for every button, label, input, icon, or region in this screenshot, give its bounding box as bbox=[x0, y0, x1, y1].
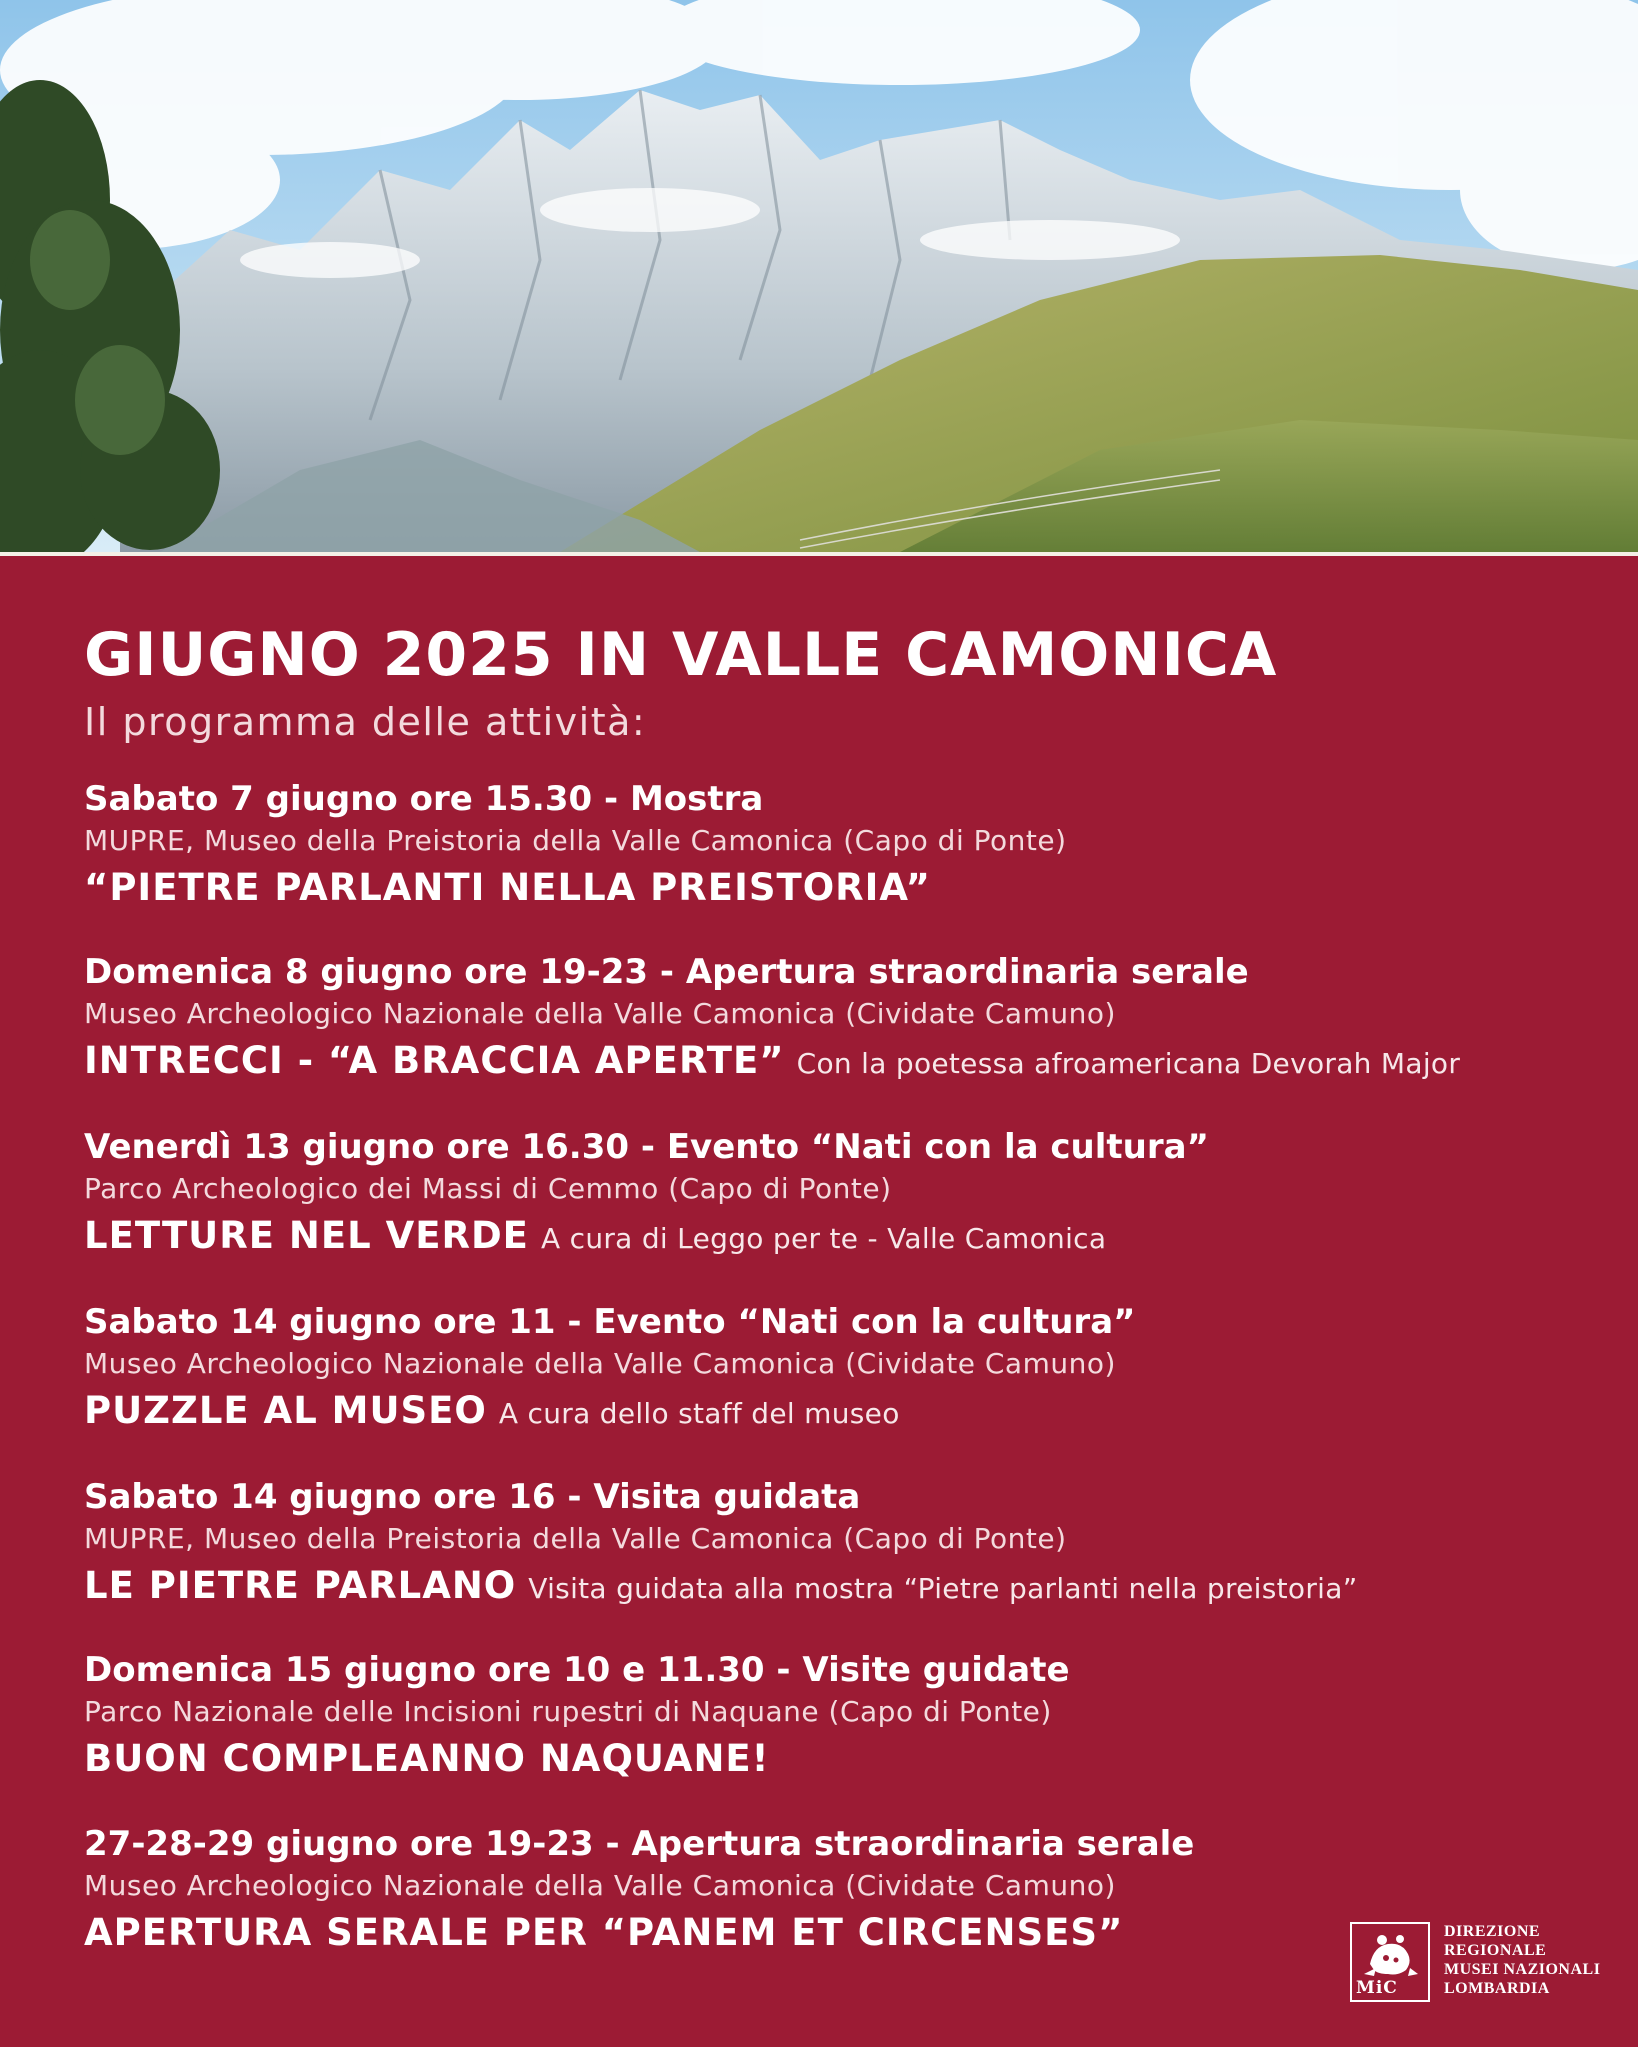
event-venue: Museo Archeologico Nazionale della Valle Camonica (Cividate Camuno) bbox=[84, 997, 1116, 1030]
mic-emblem bbox=[1350, 1922, 1430, 2002]
logo-line: REGIONALE bbox=[1444, 1942, 1547, 1959]
event-item bbox=[84, 1300, 1584, 1445]
mic-logo bbox=[1350, 1922, 1600, 2002]
event-date: Domenica 15 giugno ore 10 e 11.30 - Visite guidate bbox=[84, 1650, 1070, 1690]
event-item bbox=[84, 1475, 1584, 1620]
event-item bbox=[84, 950, 1584, 1095]
logo-line: DIREZIONE bbox=[1444, 1923, 1541, 1940]
mountain-landscape-illustration bbox=[0, 0, 1638, 552]
event-venue: Museo Archeologico Nazionale della Valle Camonica (Cividate Camuno) bbox=[84, 1347, 1116, 1380]
event-date: Sabato 14 giugno ore 16 - Visita guidata bbox=[84, 1477, 861, 1517]
event-date: Venerdì 13 giugno ore 16.30 - Evento “Nati con la cultura” bbox=[84, 1127, 1209, 1167]
event-item bbox=[84, 1125, 1584, 1270]
event-venue: Museo Archeologico Nazionale della Valle Camonica (Cividate Camuno) bbox=[84, 1869, 1116, 1902]
event-title: LE PIETRE PARLANO bbox=[84, 1564, 517, 1607]
event-title: “PIETRE PARLANTI NELLA PREISTORIA” bbox=[84, 866, 931, 909]
event-title: BUON COMPLEANNO NAQUANE! bbox=[84, 1737, 770, 1780]
event-venue: MUPRE, Museo della Preistoria della Valle Camonica (Capo di Ponte) bbox=[84, 824, 1067, 857]
hero-mountain-image bbox=[0, 0, 1638, 552]
event-note: A cura di Leggo per te - Valle Camonica bbox=[540, 1222, 1107, 1255]
page-subtitle: Il programma delle attività: bbox=[84, 700, 647, 744]
event-date: Sabato 7 giugno ore 15.30 - Mostra bbox=[84, 779, 764, 819]
event-title: PUZZLE AL MUSEO bbox=[84, 1389, 487, 1432]
event-date: Domenica 8 giugno ore 19-23 - Apertura straordinaria serale bbox=[84, 952, 1249, 992]
event-item bbox=[84, 777, 1584, 922]
event-title: LETTURE NEL VERDE bbox=[84, 1214, 529, 1257]
page-title: GIUGNO 2025 IN VALLE CAMONICA bbox=[84, 620, 1278, 690]
direzione-regionale-text bbox=[1444, 1922, 1600, 1998]
event-date: 27-28-29 giugno ore 19-23 - Apertura straordinaria serale bbox=[84, 1824, 1195, 1864]
event-venue: MUPRE, Museo della Preistoria della Valle Camonica (Capo di Ponte) bbox=[84, 1522, 1067, 1555]
event-item bbox=[84, 1648, 1584, 1793]
event-venue: Parco Nazionale delle Incisioni rupestri di Naquane (Capo di Ponte) bbox=[84, 1695, 1052, 1728]
mic-label: MiC bbox=[1356, 1978, 1398, 1998]
event-title: APERTURA SERALE PER “PANEM ET CIRCENSES” bbox=[84, 1911, 1124, 1954]
event-venue: Parco Archeologico dei Massi di Cemmo (Capo di Ponte) bbox=[84, 1172, 892, 1205]
event-title: INTRECCI - “A BRACCIA APERTE” bbox=[84, 1039, 785, 1082]
event-date: Sabato 14 giugno ore 11 - Evento “Nati con la cultura” bbox=[84, 1302, 1136, 1342]
event-note: Visita guidata alla mostra “Pietre parlanti nella preistoria” bbox=[528, 1572, 1358, 1605]
event-note: Con la poetessa afroamericana Devorah Major bbox=[796, 1047, 1461, 1080]
logo-line: MUSEI NAZIONALI bbox=[1444, 1961, 1601, 1978]
event-note: A cura dello staff del museo bbox=[498, 1397, 900, 1430]
logo-line: LOMBARDIA bbox=[1444, 1980, 1550, 1997]
